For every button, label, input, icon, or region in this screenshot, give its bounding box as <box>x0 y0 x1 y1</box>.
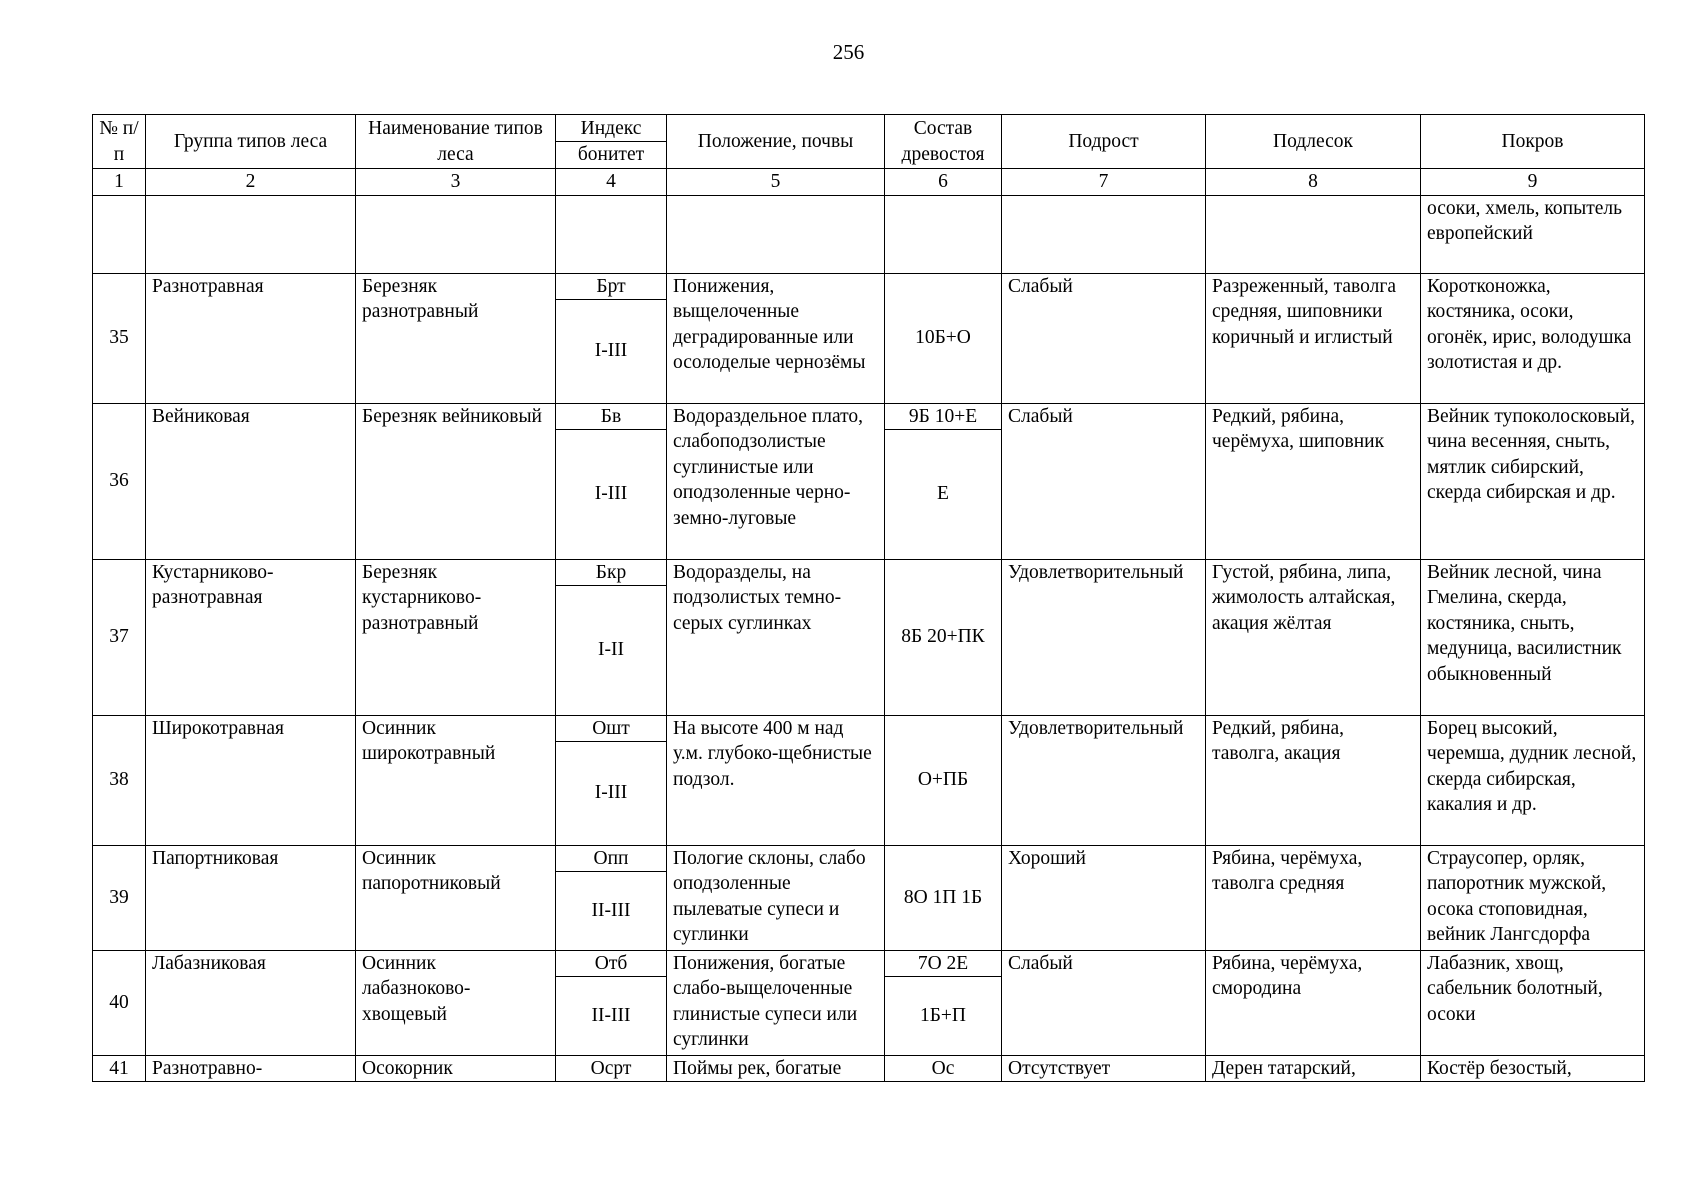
underwood-cell: Густой, рябина, липа, жимолость алтайская, акация жёлтая <box>1206 559 1421 715</box>
index-code: Отб <box>556 951 666 977</box>
cover-cell: Вейник тупоколосковый, чина весенняя, сныть, мятлик сибирский, скерда сибирская и др. <box>1421 403 1645 559</box>
undergrowth-cell: Удовлетворительный <box>1002 715 1206 845</box>
cover-cell: Страусопер, орляк, папоротник мужской, осока стоповидная, вейник Лангсдорфа <box>1421 845 1645 950</box>
composition-top: 7О 2Е <box>885 951 1001 977</box>
group-cell: Вейниковая <box>146 403 356 559</box>
position-cell: Водораздельное плато, слабоподзолистые суглинистые или оподзоленные черно-земно-луговые <box>667 403 885 559</box>
table-row <box>93 403 1645 559</box>
cover-cell: Борец высокий, черемша, дудник лесной, скерда сибирская, какалия и др. <box>1421 715 1645 845</box>
type-cell: Осинник широкотравный <box>356 715 556 845</box>
composition-cell <box>885 403 1002 559</box>
index-code: Ошт <box>556 716 666 742</box>
position-cell: Пологие склоны, слабо оподзоленные пылеватые супеси и суглинки <box>667 845 885 950</box>
group-cell: Лабазниковая <box>146 950 356 1055</box>
undergrowth-cell: Отсутствует <box>1002 1055 1206 1082</box>
composition-bottom: 1Б+П <box>919 1004 967 1026</box>
row-number: 35 <box>93 273 146 403</box>
group-cell: Широкотравная <box>146 715 356 845</box>
group-cell: Разнотравно- <box>146 1055 356 1082</box>
underwood-cell: Редкий, рябина, таволга, акация <box>1206 715 1421 845</box>
bonitet: I-II <box>598 639 624 661</box>
table-row <box>93 950 1645 1055</box>
index-cell <box>556 845 667 950</box>
header-composition: Состав древостоя <box>885 115 1002 169</box>
col-number: 8 <box>1206 169 1421 196</box>
underwood-cell: Разреженный, таволга средняя, шиповники коричный и иглистый <box>1206 273 1421 403</box>
bonitet: I-III <box>594 782 628 804</box>
composition-cell <box>885 950 1002 1055</box>
composition-cell: О+ПБ <box>885 715 1002 845</box>
undergrowth-cell: Слабый <box>1002 273 1206 403</box>
table-row <box>93 195 1645 273</box>
header-undergrowth: Подрост <box>1002 115 1206 169</box>
position-cell: Водоразделы, на подзолистых темно-серых суглинках <box>667 559 885 715</box>
header-index <box>556 115 667 169</box>
bonitet: I-III <box>594 483 628 505</box>
underwood-cell: Редкий, рябина, черёмуха, шиповник <box>1206 403 1421 559</box>
undergrowth-cell: Удовлетворительный <box>1002 559 1206 715</box>
header-num: № п/п <box>93 115 146 169</box>
col-number: 9 <box>1421 169 1645 196</box>
index-code: Опп <box>556 846 666 872</box>
header-index-label: Индекс <box>556 116 666 142</box>
col-number: 3 <box>356 169 556 196</box>
position-cell: Понижения, богатые слабо-выщелоченные глинистые супеси или суглинки <box>667 950 885 1055</box>
undergrowth-cell: Слабый <box>1002 403 1206 559</box>
column-number-row <box>93 169 1645 196</box>
row-number: 39 <box>93 845 146 950</box>
table-row <box>93 273 1645 403</box>
col-number: 2 <box>146 169 356 196</box>
header-type: Наименование типов леса <box>356 115 556 169</box>
row-number: 38 <box>93 715 146 845</box>
type-cell: Осинник папоротниковый <box>356 845 556 950</box>
table-row <box>93 715 1645 845</box>
cover-cell: Лабазник, хвощ, сабельник болотный, осоки <box>1421 950 1645 1055</box>
cover-cell: осоки, хмель, копытель европейский <box>1421 195 1645 273</box>
header-row <box>93 115 1645 169</box>
index-cell <box>556 559 667 715</box>
position-cell: Понижения, выщелоченные деградированные или осолоделые чернозёмы <box>667 273 885 403</box>
position-cell: Поймы рек, богатые <box>667 1055 885 1082</box>
col-number: 4 <box>556 169 667 196</box>
forest-types-table <box>92 114 1645 1082</box>
row-number: 36 <box>93 403 146 559</box>
composition-cell: 8Б 20+ПК <box>885 559 1002 715</box>
bonitet: II-III <box>591 1004 631 1026</box>
row-number: 41 <box>93 1055 146 1082</box>
group-cell: Кустарниково-разнотравная <box>146 559 356 715</box>
page-number: 256 <box>832 40 865 64</box>
table-row <box>93 559 1645 715</box>
composition-cell: 8О 1П 1Б <box>885 845 1002 950</box>
col-number: 1 <box>93 169 146 196</box>
type-cell: Осинник лабазноково-хвощевый <box>356 950 556 1055</box>
composition-cell: Ос <box>885 1055 1002 1082</box>
underwood-cell: Рябина, черёмуха, таволга средняя <box>1206 845 1421 950</box>
header-group: Группа типов леса <box>146 115 356 169</box>
bonitet: I-III <box>594 340 628 362</box>
type-cell: Осокорник <box>356 1055 556 1082</box>
composition-bottom: Е <box>937 483 949 505</box>
index-cell <box>556 715 667 845</box>
type-cell: Березняк вейниковый <box>356 403 556 559</box>
cover-cell: Коротконожка, костяника, осоки, огонёк, ирис, володушка золотистая и др. <box>1421 273 1645 403</box>
row-number: 37 <box>93 559 146 715</box>
index-cell <box>556 403 667 559</box>
header-position: Положение, почвы <box>667 115 885 169</box>
row-number: 40 <box>93 950 146 1055</box>
index-cell <box>556 950 667 1055</box>
col-number: 5 <box>667 169 885 196</box>
header-underwood: Подлесок <box>1206 115 1421 169</box>
composition-top: 9Б 10+Е <box>885 404 1001 430</box>
table-row <box>93 845 1645 950</box>
undergrowth-cell: Слабый <box>1002 950 1206 1055</box>
bonitet: II-III <box>591 899 631 921</box>
index-cell <box>556 273 667 403</box>
table-row <box>93 1055 1645 1082</box>
header-bonitet-label: бонитет <box>577 144 645 165</box>
underwood-cell: Дерен татарский, <box>1206 1055 1421 1082</box>
index-code: Брт <box>556 274 666 300</box>
undergrowth-cell: Хороший <box>1002 845 1206 950</box>
type-cell: Березняк кустарниково-разнотравный <box>356 559 556 715</box>
index-code: Бкр <box>556 560 666 586</box>
index-code: Бв <box>556 404 666 430</box>
underwood-cell: Рябина, черёмуха, смородина <box>1206 950 1421 1055</box>
index-code: Осрт <box>556 1055 667 1082</box>
position-cell: На высоте 400 м над у.м. глубоко-щебнистые подзол. <box>667 715 885 845</box>
composition-cell: 10Б+О <box>885 273 1002 403</box>
group-cell: Разнотравная <box>146 273 356 403</box>
type-cell: Березняк разнотравный <box>356 273 556 403</box>
group-cell: Папортниковая <box>146 845 356 950</box>
cover-cell: Вейник лесной, чина Гмелина, скерда, костяника, сныть, медуница, василистник обыкновенный <box>1421 559 1645 715</box>
col-number: 6 <box>885 169 1002 196</box>
cover-cell: Костёр безостый, <box>1421 1055 1645 1082</box>
col-number: 7 <box>1002 169 1206 196</box>
header-cover: Покров <box>1421 115 1645 169</box>
